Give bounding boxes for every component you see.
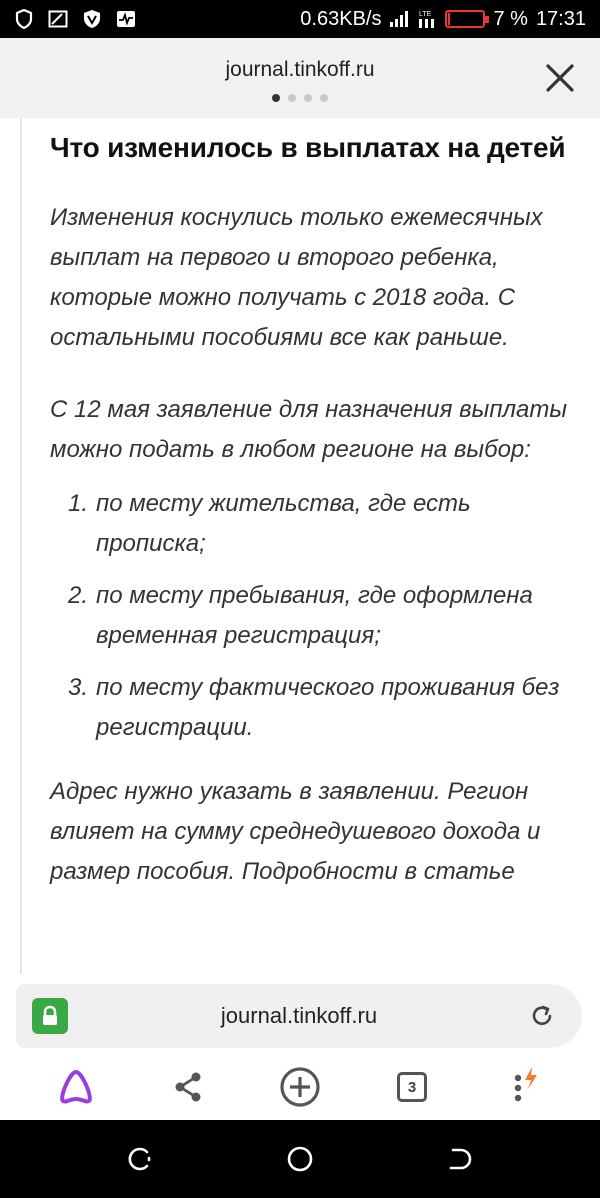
lte-icon <box>417 9 437 29</box>
list-item-text: по месту фактического проживания без регистрации. <box>96 674 560 741</box>
tabs-count: 3 <box>397 1072 427 1102</box>
page-title: journal.tinkoff.ru <box>225 58 375 81</box>
system-navigation-bar <box>0 1120 600 1198</box>
screen-cast-icon <box>48 9 68 29</box>
alice-assistant-button[interactable] <box>50 1061 102 1113</box>
menu-button[interactable] <box>498 1061 550 1113</box>
paragraph: Адрес нужно указать в заявлении. Регион влияет на сумму среднедушевого дохода и размер пособия. Подробности в статье <box>50 778 541 885</box>
status-bar <box>0 0 600 38</box>
page-dot <box>288 94 296 102</box>
list-item <box>50 668 580 748</box>
pulse-icon <box>116 9 136 29</box>
paragraph: С 12 мая заявление для назначения выплаты можно подать в любом регионе на выбор: <box>50 396 568 463</box>
list-item-number: 2. <box>68 582 89 609</box>
recent-apps-icon <box>125 1144 155 1174</box>
browser-title-bar <box>0 38 600 118</box>
battery-icon <box>445 10 485 28</box>
vpn-icon <box>82 9 102 29</box>
article-view[interactable] <box>0 118 600 974</box>
numbered-list <box>50 484 580 748</box>
home-icon <box>284 1143 316 1175</box>
page-dot <box>272 94 280 102</box>
list-item <box>50 484 580 564</box>
article-content <box>50 128 580 924</box>
tabs-button[interactable] <box>386 1061 438 1113</box>
back-button[interactable] <box>430 1129 490 1189</box>
page-dot <box>304 94 312 102</box>
share-button[interactable] <box>162 1061 214 1113</box>
alice-icon <box>54 1067 98 1107</box>
home-button[interactable] <box>270 1129 330 1189</box>
address-bar-container <box>0 974 600 1054</box>
back-icon <box>445 1144 475 1174</box>
more-menu-icon <box>504 1065 544 1109</box>
list-item <box>50 576 580 656</box>
lock-icon[interactable] <box>32 998 68 1034</box>
list-item-number: 1. <box>68 490 89 517</box>
page-dot <box>320 94 328 102</box>
battery-percent: 7 % <box>493 7 528 30</box>
list-item-number: 3. <box>68 674 89 701</box>
reload-icon[interactable] <box>526 1000 558 1032</box>
list-item-text: по месту пребывания, где оформлена временная регистрация; <box>96 582 533 649</box>
network-speed: 0.63KB/s <box>300 7 382 30</box>
share-icon <box>171 1070 205 1104</box>
signal-icon <box>389 9 409 29</box>
svg-text:LTE: LTE <box>419 11 432 18</box>
content-divider <box>20 118 22 974</box>
clock: 17:31 <box>535 7 586 30</box>
close-icon <box>542 60 578 96</box>
plus-circle-icon <box>278 1065 322 1109</box>
new-tab-button[interactable] <box>274 1061 326 1113</box>
shield-icon <box>14 9 34 29</box>
address-bar[interactable] <box>16 984 582 1048</box>
close-button[interactable] <box>542 60 578 96</box>
page-indicator <box>272 94 328 102</box>
paragraph: Изменения коснулись только ежемесячных выплат на первого и второго ребенка, которые можно получать с 2018 года. С остальными пособиями все как раньше. <box>50 204 543 351</box>
recent-apps-button[interactable] <box>110 1129 170 1189</box>
article-heading: Что изменилось в выплатах на детей <box>50 132 566 163</box>
browser-toolbar <box>0 1054 600 1120</box>
url-text[interactable]: journal.tinkoff.ru <box>220 1003 378 1028</box>
list-item-text: по месту жительства, где есть прописка; <box>96 490 471 557</box>
